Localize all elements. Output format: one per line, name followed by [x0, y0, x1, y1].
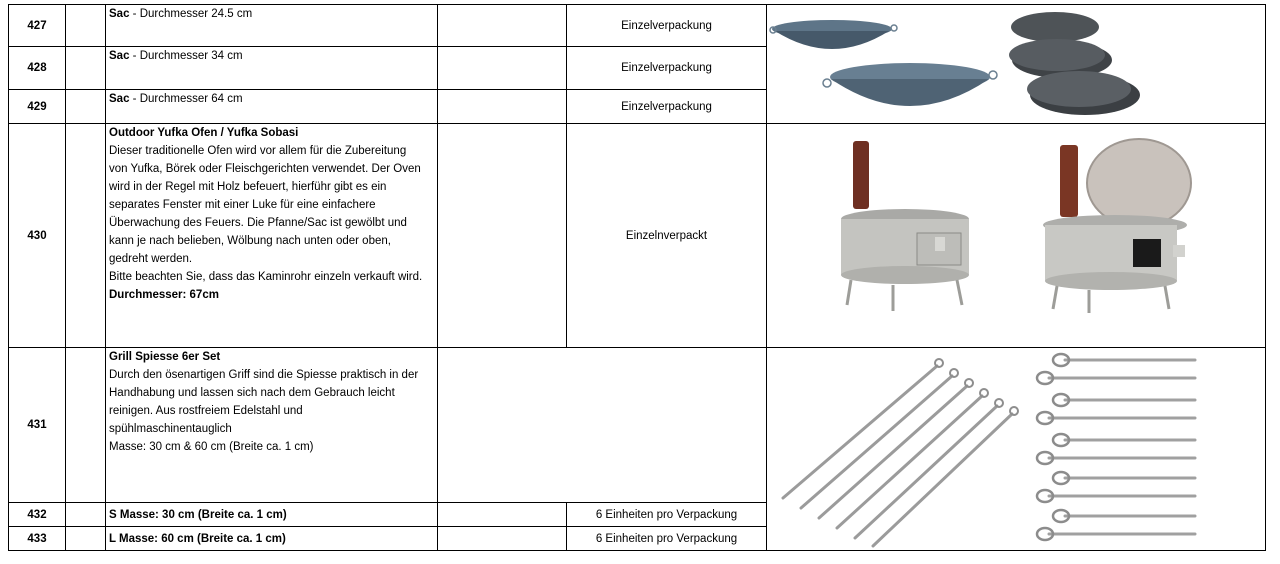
empty-cell	[438, 90, 567, 124]
packaging: Einzelnverpackt	[567, 124, 767, 348]
empty-cell	[66, 527, 106, 551]
empty-cell	[66, 5, 106, 47]
product-title: Sac	[109, 93, 130, 105]
empty-cell	[66, 124, 106, 348]
product-title: L Masse: 60 cm (Breite ca. 1 cm)	[106, 527, 438, 551]
empty-cell	[438, 5, 567, 47]
article-number: 429	[9, 90, 66, 124]
empty-cell	[66, 47, 106, 90]
product-title: Grill Spiesse 6er Set	[109, 351, 221, 363]
product-title: S Masse: 30 cm (Breite ca. 1 cm)	[106, 503, 438, 527]
empty-cell	[66, 348, 106, 503]
product-title: Sac	[109, 8, 130, 20]
product-table	[8, 4, 1266, 551]
product-description	[106, 90, 438, 124]
empty-cell	[438, 348, 567, 503]
description-line: separates Fenster mit einer Luke für eine einfachere	[109, 199, 376, 211]
empty-cell	[66, 90, 106, 124]
product-description	[106, 5, 438, 47]
table-row	[9, 5, 1266, 47]
product-diameter: Durchmesser: 67cm	[109, 289, 219, 301]
article-number: 432	[9, 503, 66, 527]
empty-cell	[438, 124, 567, 348]
product-description	[106, 47, 438, 90]
description-line: kann je nach belieben, Wölbung nach unten oder oben,	[109, 235, 391, 247]
product-subtitle: - Durchmesser 34 cm	[129, 50, 243, 62]
empty-cell	[567, 348, 767, 503]
article-number: 431	[9, 348, 66, 503]
product-title: Outdoor Yufka Ofen / Yufka Sobasi	[109, 127, 299, 139]
description-line: Handhabung und lassen sich nach dem Gebrauch leicht	[109, 387, 395, 399]
packaging: Einzelverpackung	[567, 90, 767, 124]
product-description	[106, 348, 438, 503]
product-photo-grill-skewers	[767, 348, 1266, 550]
description-line: reinigen. Aus rostfreiem Edelstahl und	[109, 405, 303, 417]
description-line: Masse: 30 cm & 60 cm (Breite ca. 1 cm)	[109, 441, 314, 453]
packaging: Einzelverpackung	[567, 47, 767, 90]
description-line: gedreht werden.	[109, 253, 193, 265]
description-line: von Yufka, Börek oder Fleischgerichten verwendet. Der Oven	[109, 163, 421, 175]
packaging: 6 Einheiten pro Verpackung	[567, 527, 767, 551]
product-photo-sac-pans	[767, 5, 1266, 123]
table-row	[9, 124, 1266, 348]
product-title: Sac	[109, 50, 130, 62]
product-image-cell	[767, 124, 1266, 348]
article-number: 430	[9, 124, 66, 348]
description-line: spühlmaschinentauglich	[109, 423, 232, 435]
description-line: Dieser traditionelle Ofen wird vor allem für die Zubereitung	[109, 145, 407, 157]
empty-cell	[66, 503, 106, 527]
product-image-cell	[767, 5, 1266, 124]
packaging: 6 Einheiten pro Verpackung	[567, 503, 767, 527]
empty-cell	[438, 503, 567, 527]
article-number: 433	[9, 527, 66, 551]
description-line: Durch den ösenartigen Griff sind die Spiesse praktisch in der	[109, 369, 419, 381]
product-subtitle: - Durchmesser 64 cm	[129, 93, 243, 105]
product-description	[106, 124, 438, 348]
product-subtitle: - Durchmesser 24.5 cm	[129, 8, 253, 20]
description-line: wird in der Regel mit Holz befeuert, hierführ gibt es ein	[109, 181, 387, 193]
description-line: Bitte beachten Sie, dass das Kaminrohr einzeln verkauft wird.	[109, 271, 423, 283]
packaging: Einzelverpackung	[567, 5, 767, 47]
description-line: Überwachung des Feuers. Die Pfanne/Sac ist gewölbt und	[109, 217, 407, 229]
empty-cell	[438, 527, 567, 551]
article-number: 427	[9, 5, 66, 47]
empty-cell	[438, 47, 567, 90]
article-number: 428	[9, 47, 66, 90]
product-image-cell	[767, 348, 1266, 551]
table-row	[9, 348, 1266, 503]
product-photo-yufka-oven	[767, 125, 1266, 347]
